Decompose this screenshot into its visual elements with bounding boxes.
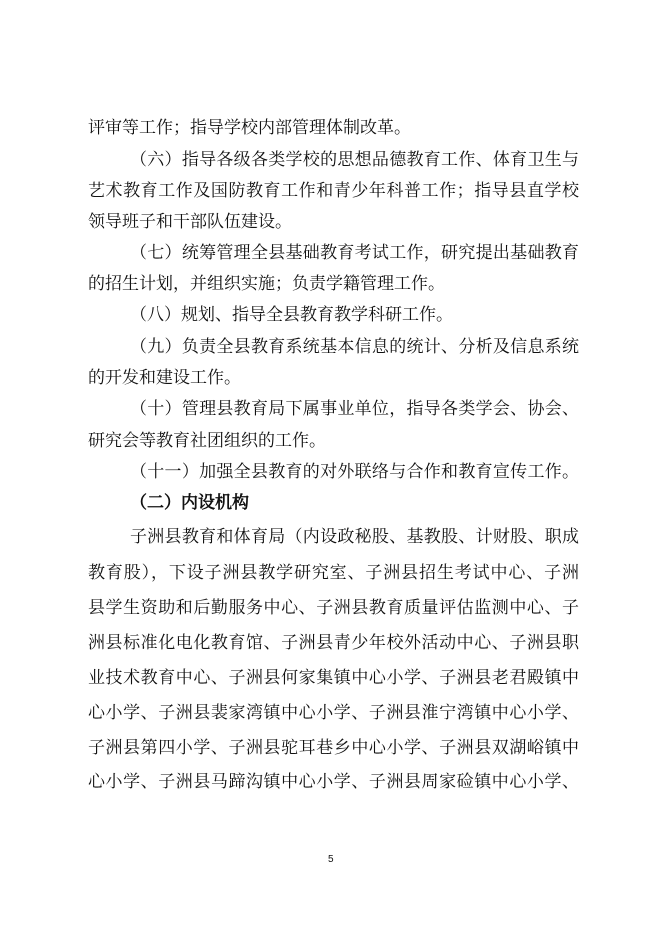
text-line: 洲县标准化电化教育馆、子洲县青少年校外活动中心、子洲县职 <box>88 633 579 653</box>
text-line: （六）指导各级各类学校的思想品德教育工作、体育卫生与 <box>130 150 579 170</box>
text-line: 艺术教育工作及国防教育工作和青少年科普工作；指导县直学校 <box>88 181 579 201</box>
text-line: 领导班子和干部队伍建设。 <box>88 212 292 232</box>
text-line: 的招生计划，并组织实施；负责学籍管理工作。 <box>88 274 445 294</box>
text-line: （九）负责全县教育系统基本信息的统计、分析及信息系统 <box>130 337 579 357</box>
text-line: 评审等工作；指导学校内部管理体制改革。 <box>88 118 411 138</box>
text-line: （七）统筹管理全县基础教育考试工作，研究提出基础教育 <box>130 243 579 263</box>
text-line: 业技术教育中心、子洲县何家集镇中心小学、子洲县老君殿镇中 <box>88 668 579 688</box>
section-heading: （二）内设机构 <box>130 493 249 513</box>
text-line: 县学生资助和后勤服务中心、子洲县教育质量评估监测中心、子 <box>88 598 579 618</box>
text-line: 子洲县第四小学、子洲县驼耳巷乡中心小学、子洲县双湖峪镇中 <box>88 738 579 758</box>
page-number: 5 <box>328 854 334 865</box>
text-line: 教育股），下设子洲县教学研究室、子洲县招生考试中心、子洲 <box>88 563 579 583</box>
text-line: 心小学、子洲县马蹄沟镇中心小学、子洲县周家硷镇中心小学、 <box>88 772 579 792</box>
text-line: 心小学、子洲县裴家湾镇中心小学、子洲县淮宁湾镇中心小学、 <box>88 703 579 723</box>
text-line: （八）规划、指导全县教育教学科研工作。 <box>130 305 453 325</box>
text-line: 研究会等教育社团组织的工作。 <box>88 431 326 451</box>
text-line: 子洲县教育和体育局（内设政秘股、基教股、计财股、职成 <box>130 527 579 547</box>
text-line: （十一）加强全县教育的对外联络与合作和教育宣传工作。 <box>130 462 579 482</box>
text-line: （十）管理县教育局下属事业单位，指导各类学会、协会、 <box>130 399 579 419</box>
text-line: 的开发和建设工作。 <box>88 368 241 388</box>
